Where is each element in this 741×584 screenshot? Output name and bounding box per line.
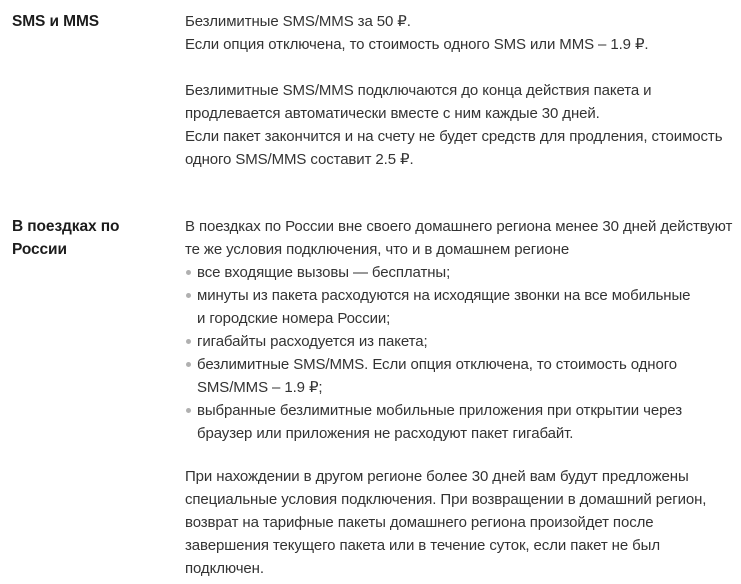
list-item — [185, 399, 741, 445]
text-line: одного SMS/MMS составит 2.5 ₽. — [185, 151, 414, 168]
text-line: специальные условия подключения. При возвращении в домашний регион, — [185, 491, 707, 508]
bullet-icon — [186, 362, 191, 367]
text-line: минуты из пакета расходуются на исходящие звонки на все мобильные — [197, 287, 691, 304]
bullet-icon — [186, 408, 191, 413]
section-travel-russia — [12, 215, 741, 580]
row-label-sms-mms: SMS и MMS — [12, 13, 99, 30]
text-line: Безлимитные SMS/MMS подключаются до конца действия пакета и — [185, 82, 652, 99]
list-item — [185, 261, 741, 284]
text-line: В поездках по России вне своего домашнего региона менее 30 дней действуют — [185, 218, 733, 235]
text-line: Безлимитные SMS/MMS за 50 ₽. — [185, 13, 411, 30]
list-item-text — [197, 330, 428, 353]
text-line: продлевается автоматически вместе с ним каждые 30 дней. — [185, 105, 600, 122]
section-sms-mms — [12, 10, 741, 171]
list-item — [185, 330, 741, 353]
text-line: браузер или приложения не расходуют пакет гигабайт. — [197, 425, 574, 442]
list-item-text — [197, 261, 450, 284]
bullet-icon — [186, 293, 191, 298]
list-item — [185, 284, 741, 330]
text-line: подключен. — [185, 560, 264, 577]
text-line: безлимитные SMS/MMS. Если опция отключена, то стоимость одного — [197, 356, 677, 373]
text-line: Если пакет закончится и на счету не будет средств для продления, стоимость — [185, 128, 723, 145]
bullet-icon — [186, 270, 191, 275]
list-item — [185, 353, 741, 399]
list-item-text — [197, 284, 690, 330]
text-line: При нахождении в другом регионе более 30 дней вам будут предложены — [185, 468, 689, 485]
section-content — [185, 215, 741, 580]
paragraph — [185, 79, 741, 171]
paragraph — [185, 465, 741, 580]
text-line: Если опция отключена, то стоимость одного SMS или MMS – 1.9 ₽. — [185, 36, 649, 53]
row-label-travel-russia: В поездках по России — [12, 218, 120, 258]
bullet-icon — [186, 339, 191, 344]
text-line: выбранные безлимитные мобильные приложения при открытии через — [197, 402, 682, 419]
text-line: все входящие вызовы — бесплатны; — [197, 264, 451, 281]
list-item-text — [197, 399, 682, 445]
list-item-text — [197, 353, 677, 399]
paragraph — [185, 215, 741, 261]
text-line: те же условия подключения, что и в домашнем регионе — [185, 241, 570, 258]
section-content — [185, 10, 741, 171]
conditions-list — [185, 261, 741, 445]
paragraph — [185, 10, 741, 56]
text-line: гигабайты расходуется из пакета; — [197, 333, 428, 350]
text-line: возврат на тарифные пакеты домашнего региона произойдет после — [185, 514, 654, 531]
text-line: SMS/MMS – 1.9 ₽; — [197, 379, 323, 396]
text-line: завершения текущего пакета или в течение суток, если пакет не был — [185, 537, 660, 554]
text-line: и городские номера России; — [197, 310, 391, 327]
